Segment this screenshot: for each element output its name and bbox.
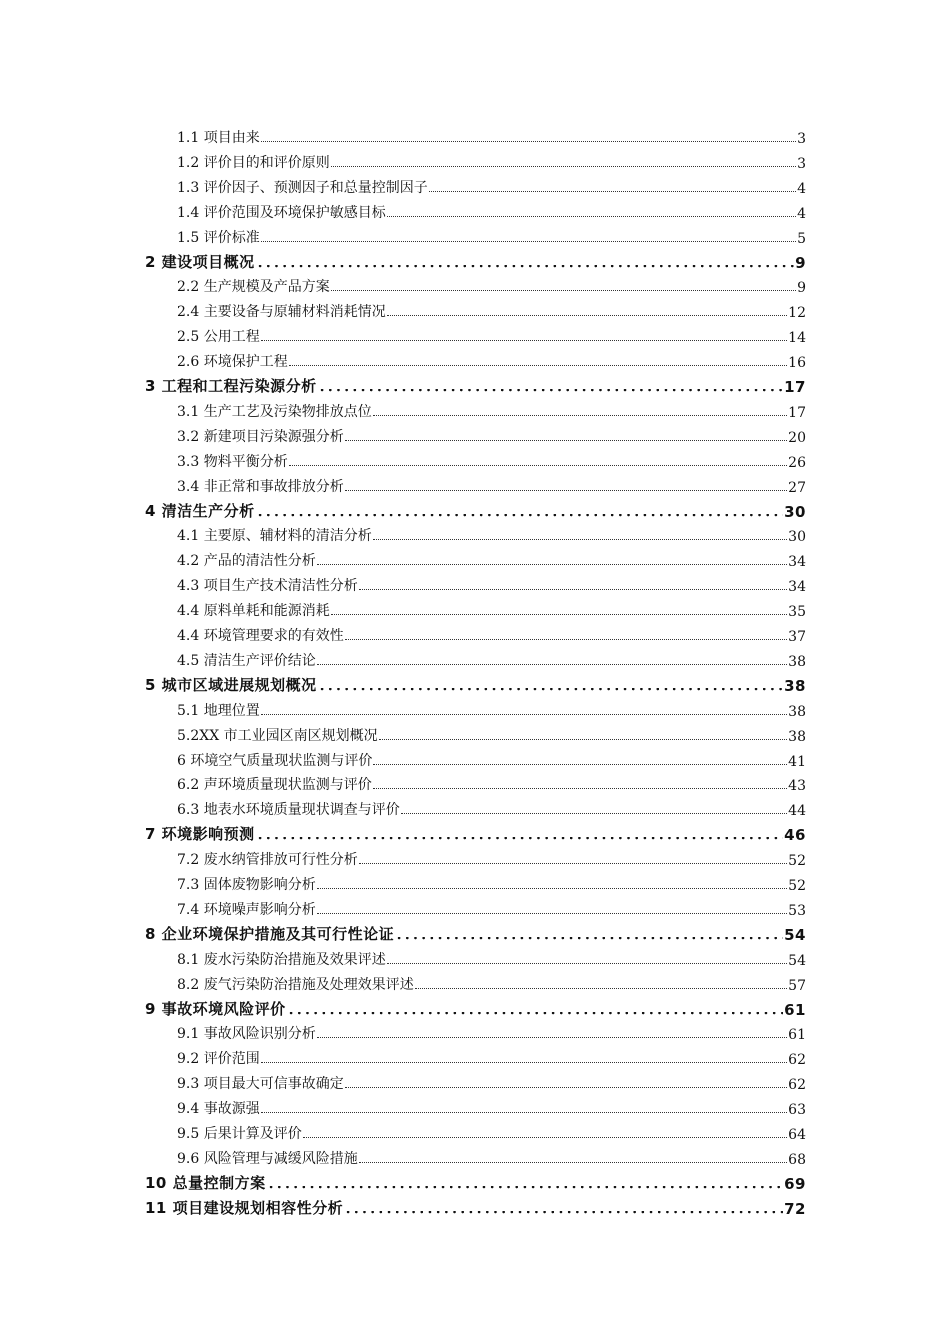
toc-page-number: 4 bbox=[797, 205, 806, 222]
toc-chapter-entry[interactable] bbox=[145, 921, 806, 945]
toc-entry-label: 9.4 事故源强 bbox=[177, 1101, 260, 1118]
toc-entry-label: 11 项目建设规划相容性分析 bbox=[145, 1198, 344, 1217]
toc-dot-leader bbox=[373, 786, 787, 789]
toc-entry-label: 6.2 声环境质量现状监测与评价 bbox=[177, 777, 372, 794]
toc-dot-leader bbox=[289, 363, 787, 366]
toc-entry-label: 4.1 主要原、辅材料的清洁分析 bbox=[177, 528, 372, 545]
toc-entry-label: 4.4 原料单耗和能源消耗 bbox=[177, 603, 330, 620]
toc-section-entry[interactable] bbox=[177, 1120, 806, 1144]
toc-dot-leader bbox=[318, 389, 783, 393]
toc-entry-label: 2.6 环境保护工程 bbox=[177, 354, 288, 371]
toc-dot-leader bbox=[331, 612, 787, 615]
toc-chapter-entry[interactable] bbox=[145, 821, 806, 845]
toc-dot-leader bbox=[289, 463, 787, 466]
toc-page-number: 30 bbox=[788, 529, 806, 546]
toc-page-number: 62 bbox=[788, 1052, 806, 1069]
toc-dot-leader bbox=[256, 837, 783, 841]
toc-page-number: 34 bbox=[788, 554, 806, 571]
toc-section-entry[interactable] bbox=[177, 647, 806, 671]
toc-section-entry[interactable] bbox=[177, 1070, 806, 1094]
toc-entry-label: 7 环境影响预测 bbox=[145, 825, 255, 844]
toc-dot-leader bbox=[344, 1211, 783, 1215]
toc-section-entry[interactable] bbox=[177, 846, 806, 870]
toc-page-number: 52 bbox=[788, 853, 806, 870]
toc-page-number: 46 bbox=[784, 826, 806, 845]
toc-dot-leader bbox=[317, 1035, 787, 1038]
toc-entry-label: 6.3 地表水环境质量现状调查与评价 bbox=[177, 802, 400, 819]
toc-section-entry[interactable] bbox=[177, 871, 806, 895]
toc-dot-leader bbox=[401, 811, 787, 814]
toc-dot-leader bbox=[415, 986, 787, 989]
toc-dot-leader bbox=[373, 762, 787, 765]
toc-dot-leader bbox=[317, 562, 787, 565]
toc-page-number: 52 bbox=[788, 878, 806, 894]
toc-page-number: 69 bbox=[784, 1174, 806, 1193]
toc-dot-leader bbox=[345, 438, 787, 441]
toc-page-number: 41 bbox=[788, 753, 806, 770]
toc-page-number: 54 bbox=[788, 952, 806, 969]
toc-entry-label: 7.3 固体废物影响分析 bbox=[177, 877, 316, 893]
toc-dot-leader bbox=[345, 1085, 787, 1088]
toc-dot-leader bbox=[317, 662, 787, 665]
toc-chapter-entry[interactable] bbox=[145, 672, 806, 696]
toc-entry-label: 9 事故环境风险评价 bbox=[145, 999, 286, 1018]
toc-chapter-entry[interactable] bbox=[145, 373, 806, 397]
toc-page-number: 38 bbox=[788, 703, 806, 720]
toc-page-number: 37 bbox=[788, 629, 806, 645]
toc-dot-leader bbox=[359, 1160, 787, 1163]
toc-section-entry[interactable] bbox=[177, 224, 806, 248]
toc-dot-leader bbox=[317, 911, 787, 914]
toc-entry-label: 5.1 地理位置 bbox=[177, 702, 260, 719]
toc-dot-leader bbox=[429, 189, 796, 192]
toc-section-entry[interactable] bbox=[177, 796, 806, 820]
toc-section-entry[interactable] bbox=[177, 697, 806, 721]
toc-dot-leader bbox=[359, 861, 787, 864]
toc-dot-leader bbox=[318, 688, 783, 692]
toc-page-number: 20 bbox=[788, 429, 806, 446]
toc-page-number: 38 bbox=[788, 653, 806, 670]
toc-entry-label: 4.3 项目生产技术清洁性分析 bbox=[177, 578, 358, 595]
toc-dot-leader bbox=[373, 537, 787, 540]
toc-page-number: 61 bbox=[784, 1000, 806, 1019]
toc-entry-label: 3.1 生产工艺及污染物排放点位 bbox=[177, 403, 372, 420]
toc-dot-leader bbox=[303, 1135, 787, 1138]
toc-section-entry[interactable] bbox=[177, 622, 806, 646]
toc-dot-leader bbox=[267, 1186, 784, 1190]
toc-entry-label: 1.4 评价范围及环境保护敏感目标 bbox=[177, 204, 386, 221]
toc-chapter-entry[interactable] bbox=[145, 996, 806, 1020]
toc-entry-label: 1.5 评价标准 bbox=[177, 229, 260, 246]
toc-dot-leader bbox=[345, 488, 787, 491]
toc-page-number: 54 bbox=[784, 925, 806, 944]
toc-entry-label: 1.3 评价因子、预测因子和总量控制因子 bbox=[177, 179, 428, 196]
toc-entry-label: 3.3 物料平衡分析 bbox=[177, 453, 288, 470]
toc-entry-label: 4.2 产品的清洁性分析 bbox=[177, 553, 316, 570]
toc-dot-leader bbox=[261, 712, 787, 715]
toc-section-entry[interactable] bbox=[177, 273, 806, 297]
toc-section-entry[interactable] bbox=[177, 298, 806, 322]
toc-section-entry[interactable] bbox=[177, 771, 806, 795]
toc-page-number: 68 bbox=[788, 1151, 806, 1168]
toc-entry-label: 3.2 新建项目污染源强分析 bbox=[177, 428, 344, 445]
toc-entry-label: 8.2 废气污染防治措施及处理效果评述 bbox=[177, 976, 414, 993]
toc-entry-label: 10 总量控制方案 bbox=[145, 1173, 266, 1192]
toc-dot-leader bbox=[359, 587, 787, 590]
toc-page-number: 9 bbox=[797, 280, 806, 297]
toc-section-entry[interactable] bbox=[177, 174, 806, 198]
toc-entry-label: 1.1 项目由来 bbox=[177, 130, 260, 146]
toc-page-number: 53 bbox=[788, 902, 806, 919]
toc-dot-leader bbox=[287, 1012, 783, 1016]
toc-dot-leader bbox=[379, 737, 788, 740]
toc-page-number: 12 bbox=[788, 305, 806, 322]
toc-entry-label: 5 城市区域进展规划概况 bbox=[145, 675, 317, 694]
toc-page-number: 26 bbox=[788, 454, 806, 471]
toc-section-entry[interactable] bbox=[177, 1095, 806, 1119]
toc-dot-leader bbox=[395, 937, 783, 941]
toc-section-entry[interactable] bbox=[177, 398, 806, 422]
toc-section-entry[interactable] bbox=[177, 522, 806, 546]
toc-page-number: 30 bbox=[784, 502, 806, 521]
toc-page-number: 63 bbox=[788, 1102, 806, 1119]
toc-section-entry[interactable] bbox=[177, 747, 806, 771]
toc-dot-leader bbox=[261, 139, 796, 142]
toc-page-number: 27 bbox=[788, 479, 806, 496]
toc-page-number: 44 bbox=[788, 803, 806, 820]
toc-dot-leader bbox=[256, 514, 783, 518]
toc-page-number: 57 bbox=[788, 977, 806, 994]
toc-entry-label: 4 清洁生产分析 bbox=[145, 501, 255, 520]
toc-page-number: 14 bbox=[788, 330, 806, 347]
toc-entry-label: 8.1 废水污染防治措施及效果评述 bbox=[177, 951, 386, 968]
toc-entry-label: 8 企业环境保护措施及其可行性论证 bbox=[145, 924, 395, 943]
toc-section-entry[interactable] bbox=[177, 946, 806, 970]
toc-section-entry[interactable] bbox=[177, 1020, 806, 1044]
toc-entry-label: 2.5 公用工程 bbox=[177, 329, 260, 346]
toc-section-entry[interactable] bbox=[177, 199, 806, 223]
toc-dot-leader bbox=[345, 637, 787, 640]
toc-page-number: 17 bbox=[784, 378, 806, 396]
toc-section-entry[interactable] bbox=[177, 1145, 806, 1169]
toc-section-entry[interactable] bbox=[177, 572, 806, 596]
toc-section-entry[interactable] bbox=[177, 896, 806, 920]
toc-entry-label: 1.2 评价目的和评价原则 bbox=[177, 154, 330, 171]
toc-entry-label: 4.5 清洁生产评价结论 bbox=[177, 652, 316, 669]
toc-section-entry[interactable] bbox=[177, 547, 806, 571]
toc-page-number: 38 bbox=[788, 728, 806, 745]
toc-page-number: 16 bbox=[788, 355, 806, 372]
toc-entry-label: 9.3 项目最大可信事故确定 bbox=[177, 1076, 344, 1093]
toc-section-entry[interactable] bbox=[177, 971, 806, 995]
toc-page-number: 9 bbox=[795, 253, 806, 272]
toc-dot-leader bbox=[261, 1110, 787, 1113]
toc-section-entry[interactable] bbox=[177, 722, 806, 746]
toc-dot-leader bbox=[317, 886, 787, 889]
toc-entry-label: 2 建设项目概况 bbox=[145, 252, 255, 271]
toc-section-entry[interactable] bbox=[177, 597, 806, 621]
toc-page-number: 64 bbox=[788, 1127, 806, 1143]
toc-entry-label: 9.5 后果计算及评价 bbox=[177, 1126, 302, 1142]
toc-dot-leader bbox=[261, 239, 796, 242]
toc-dot-leader bbox=[331, 164, 796, 167]
toc-entry-label: 9.6 风险管理与减缓风险措施 bbox=[177, 1150, 358, 1167]
toc-chapter-entry[interactable] bbox=[145, 1170, 806, 1194]
toc-section-entry[interactable] bbox=[177, 149, 806, 173]
toc-dot-leader bbox=[256, 265, 794, 269]
toc-page-number: 43 bbox=[788, 778, 806, 795]
toc-dot-leader bbox=[387, 313, 787, 316]
toc-section-entry[interactable] bbox=[177, 448, 806, 472]
toc-entry-label: 4.4 环境管理要求的有效性 bbox=[177, 628, 344, 644]
toc-chapter-entry[interactable] bbox=[145, 249, 806, 273]
toc-dot-leader bbox=[331, 288, 796, 291]
toc-page-number: 3 bbox=[797, 155, 806, 172]
toc-page-number: 62 bbox=[788, 1077, 806, 1094]
toc-entry-label: 9.2 评价范围 bbox=[177, 1051, 260, 1068]
toc-entry-label: 3.4 非正常和事故排放分析 bbox=[177, 478, 344, 495]
toc-page-number: 35 bbox=[788, 604, 806, 621]
toc-section-entry[interactable] bbox=[177, 323, 806, 347]
toc-dot-leader bbox=[373, 413, 787, 416]
toc-entry-label: 2.4 主要设备与原辅材料消耗情况 bbox=[177, 304, 386, 321]
toc-entry-label: 3 工程和工程污染源分析 bbox=[145, 377, 317, 395]
toc-entry-label: 2.2 生产规模及产品方案 bbox=[177, 279, 330, 296]
toc-page-number: 5 bbox=[797, 230, 806, 247]
toc-section-entry[interactable] bbox=[177, 348, 806, 372]
toc-entry-label: 9.1 事故风险识别分析 bbox=[177, 1026, 316, 1043]
toc-chapter-entry[interactable] bbox=[145, 498, 806, 522]
toc-section-entry[interactable] bbox=[177, 473, 806, 497]
toc-section-entry[interactable] bbox=[177, 124, 806, 148]
toc-dot-leader bbox=[261, 1060, 787, 1063]
toc-chapter-entry[interactable] bbox=[145, 1195, 806, 1219]
toc-dot-leader bbox=[387, 961, 787, 964]
toc-page-number: 34 bbox=[788, 579, 806, 596]
toc-page-number: 17 bbox=[788, 404, 806, 421]
toc-page-number: 3 bbox=[797, 131, 806, 147]
toc-page-number: 4 bbox=[797, 180, 806, 197]
toc-dot-leader bbox=[387, 214, 796, 217]
toc-page-number: 61 bbox=[788, 1027, 806, 1044]
toc-page-number: 38 bbox=[784, 676, 806, 695]
toc-section-entry[interactable] bbox=[177, 423, 806, 447]
toc-page-number: 72 bbox=[784, 1199, 806, 1218]
toc-dot-leader bbox=[261, 338, 787, 341]
toc-entry-label: 7.2 废水纳管排放可行性分析 bbox=[177, 852, 358, 869]
toc-entry-label: 7.4 环境噪声影响分析 bbox=[177, 901, 316, 918]
toc-section-entry[interactable] bbox=[177, 1045, 806, 1069]
toc-entry-label: 5.2XX 市工业园区南区规划概况 bbox=[177, 727, 378, 744]
toc-entry-label: 6 环境空气质量现状监测与评价 bbox=[177, 752, 373, 769]
